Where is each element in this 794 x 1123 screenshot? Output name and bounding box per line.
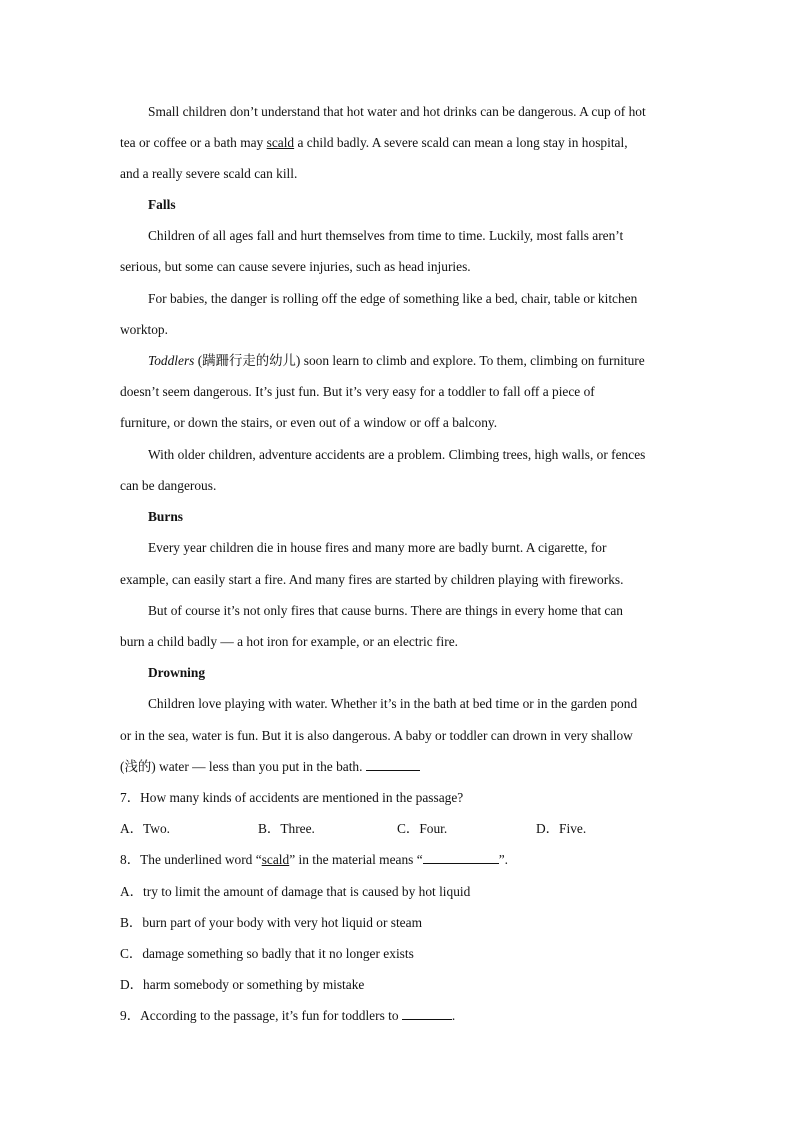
q8-option-b[interactable]: B．burn part of your body with very hot liquid or steam — [120, 915, 422, 930]
falls-p3-line-1: Toddlers (蹒跚行走的幼儿) soon learn to climb and explore. To them, climbing on furniture — [148, 353, 645, 368]
q7-option-b[interactable]: B．Three. — [258, 821, 315, 836]
falls-p4-line-1: With older children, adventure accidents are a problem. Climbing trees, high walls, or fences — [148, 447, 646, 462]
falls-p4-line-2: can be dangerous. — [120, 478, 217, 493]
burns-p2-line-1: But of course it’s not only fires that cause burns. There are things in every home that can — [148, 603, 623, 618]
q8-answer-blank[interactable] — [423, 852, 499, 864]
q9-answer-blank[interactable] — [402, 1008, 452, 1020]
drowning-p1-line-1: Children love playing with water. Whether it’s in the bath at bed time or in the garden pond — [148, 696, 638, 711]
intro-line-3: and a really severe scald can kill. — [120, 166, 298, 181]
q7-option-a[interactable]: A．Two. — [120, 821, 171, 836]
intro-line-2: tea or coffee or a bath may scald a child badly. A severe scald can mean a long stay in hospital, — [120, 135, 628, 150]
drowning-heading: Drowning — [148, 665, 206, 680]
falls-p3-line-2: doesn’t seem dangerous. It’s just fun. But it’s very easy for a toddler to fall off a piece of — [120, 384, 595, 399]
falls-p3-line-3: furniture, or down the stairs, or even out of a window or off a balcony. — [120, 415, 498, 430]
toddlers-term: Toddlers — [148, 353, 195, 368]
answer-blank[interactable] — [366, 759, 420, 771]
falls-p1-line-2: serious, but some can cause severe injuries, such as head injuries. — [120, 259, 471, 274]
burns-p1-line-2: example, can easily start a fire. And many fires are started by children playing with fireworks. — [120, 572, 624, 587]
drowning-p1-line-3: (浅的) water — less than you put in the bath. — [120, 758, 680, 776]
falls-p2-line-1: For babies, the danger is rolling off the edge of something like a bed, chair, table or kitchen — [148, 291, 638, 306]
q8-option-c[interactable]: C．damage something so badly that it no longer exists — [120, 946, 414, 961]
falls-p1-line-1: Children of all ages fall and hurt themselves from time to time. Luckily, most falls aren’t — [148, 228, 624, 243]
burns-heading: Burns — [148, 509, 183, 524]
drowning-p1-line-2: or in the sea, water is fun. But it is also dangerous. A baby or toddler can drown in very shallow — [120, 728, 633, 743]
burns-p2-line-2: burn a child badly — a hot iron for example, or an electric fire. — [120, 634, 458, 649]
q8-option-d[interactable]: D．harm somebody or something by mistake — [120, 977, 365, 992]
q7-option-d[interactable]: D．Five. — [536, 821, 587, 836]
question-7-stem: 7．How many kinds of accidents are mentioned in the passage? — [120, 790, 464, 805]
q8-option-a[interactable]: A．try to limit the amount of damage that is caused by hot liquid — [120, 884, 471, 899]
falls-p2-line-2: worktop. — [120, 322, 168, 337]
q7-option-c[interactable]: C．Four. — [397, 821, 448, 836]
intro-line-1: Small children don’t understand that hot water and hot drinks can be dangerous. A cup of hot — [148, 104, 646, 119]
q8-underlined-word: scald — [261, 852, 290, 867]
burns-p1-line-1: Every year children die in house fires and many more are badly burnt. A cigarette, for — [148, 540, 607, 555]
question-8-stem: 8．The underlined word “scald” in the material means “ ”. — [120, 852, 508, 867]
underlined-word-scald: scald — [266, 135, 295, 150]
falls-heading: Falls — [148, 197, 176, 212]
question-9-stem: 9．According to the passage, it’s fun for toddlers to . — [120, 1008, 456, 1023]
